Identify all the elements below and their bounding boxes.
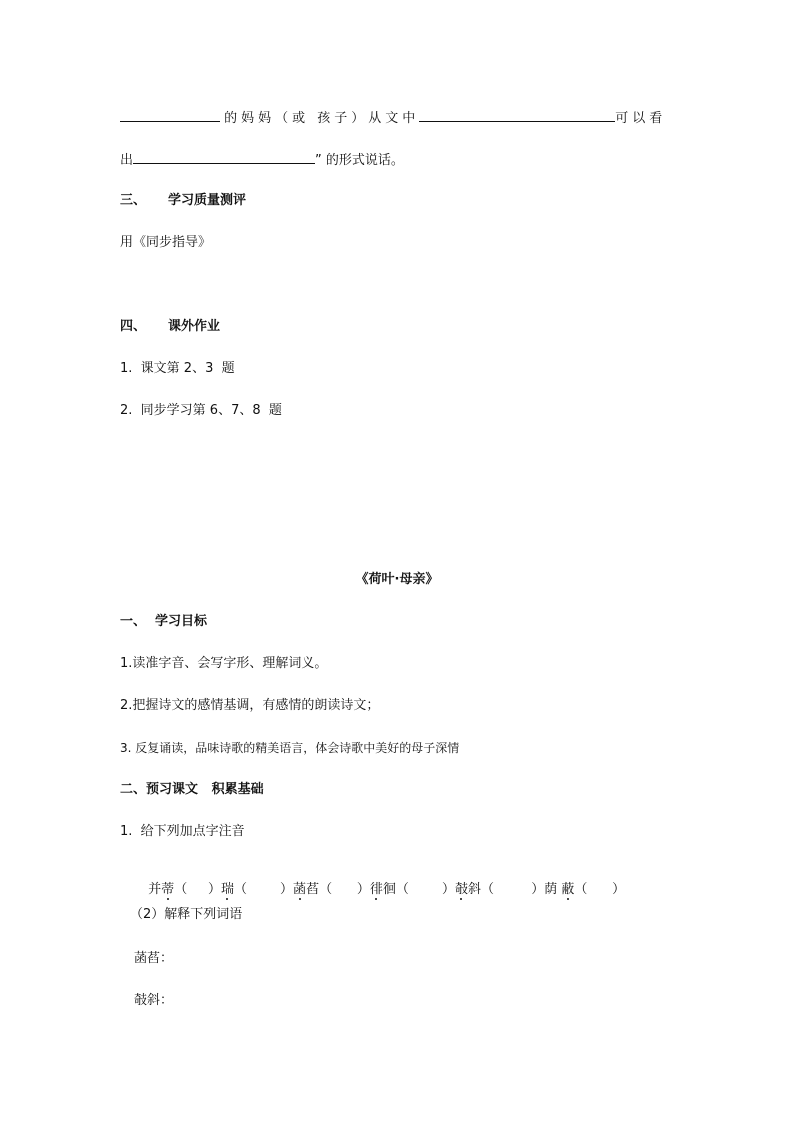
pinyin-item-2: [221, 882, 293, 897]
answer-paren-3[interactable]: （ ）: [319, 882, 370, 897]
section-3-content: 用《同步指导》: [120, 235, 212, 250]
fill-line-2-text-b: ” 的形式说话。: [315, 153, 404, 168]
term-qixie: 攲斜：: [134, 993, 174, 1008]
answer-paren-4[interactable]: （ ）: [395, 882, 455, 897]
preview-heading: 二、预习课文 积累基础: [120, 782, 264, 797]
lesson-title: 《荷叶·母亲》: [355, 572, 439, 587]
answer-paren-1[interactable]: （ ）: [174, 882, 221, 897]
dotted-char-5: 攲: [454, 882, 468, 897]
fill-line-1-text-b: 可以看: [615, 111, 667, 126]
fill-line-1: [120, 108, 666, 128]
answer-blank-3[interactable]: [133, 150, 315, 164]
fill-line-2-text-a: 出: [120, 153, 134, 168]
dotted-char-3: 菡: [293, 882, 307, 897]
homework-item-1: 1. 课文第 2、3 题: [120, 361, 235, 376]
question-2: （2）解释下列词语: [130, 907, 243, 922]
answer-paren-5[interactable]: （ ）: [481, 882, 545, 897]
dotted-char-1: 蒂: [161, 882, 175, 897]
answer-paren-2[interactable]: （ ）: [233, 882, 294, 897]
goal-1: 1.读准字音、会写字形、理解词义。: [120, 656, 328, 671]
section-3-heading: [120, 192, 246, 210]
section-4-title: 课外作业: [168, 319, 221, 334]
goal-2: 2.把握诗文的感情基调，有感情的朗读诗文；: [120, 698, 380, 713]
pinyin-item-3: 菡萏（ ）: [293, 882, 370, 897]
dotted-char-6: 蔽: [561, 882, 575, 897]
fill-line-2: [120, 150, 404, 170]
section-4-number: 四、: [120, 319, 147, 334]
answer-blank-1[interactable]: [120, 108, 220, 122]
pinyin-row: [140, 863, 625, 899]
section-3-number: 三、: [120, 193, 147, 208]
fill-line-1-text-a: 的妈妈（或 孩子）从文中: [224, 111, 420, 126]
goals-heading: 一、 学习目标: [120, 614, 208, 629]
answer-paren-6[interactable]: （ ）: [574, 882, 626, 897]
term-hande: 菡萏：: [134, 951, 174, 966]
section-3-title: 学习质量测评: [168, 193, 247, 208]
homework-item-2: 2. 同步学习第 6、7、8 题: [120, 403, 282, 418]
pinyin-item-1: 并蒂（ ）: [148, 882, 221, 897]
pinyin-item-5: 攲斜（ ）: [454, 882, 545, 897]
section-4-heading: [120, 318, 220, 336]
pinyin-item-6: 荫 蔽（ ）: [544, 882, 626, 897]
goal-3: 3. 反复诵读，品味诗歌的精美语言，体会诗歌中美好的母子深情: [120, 741, 460, 755]
dotted-char-4: 徘: [369, 882, 383, 897]
dotted-char-2: 瑞: [220, 882, 234, 897]
question-1: 1. 给下列加点字注音: [120, 824, 245, 839]
answer-blank-2[interactable]: [419, 108, 615, 122]
pinyin-item-4: 徘徊（ ）: [369, 882, 455, 897]
